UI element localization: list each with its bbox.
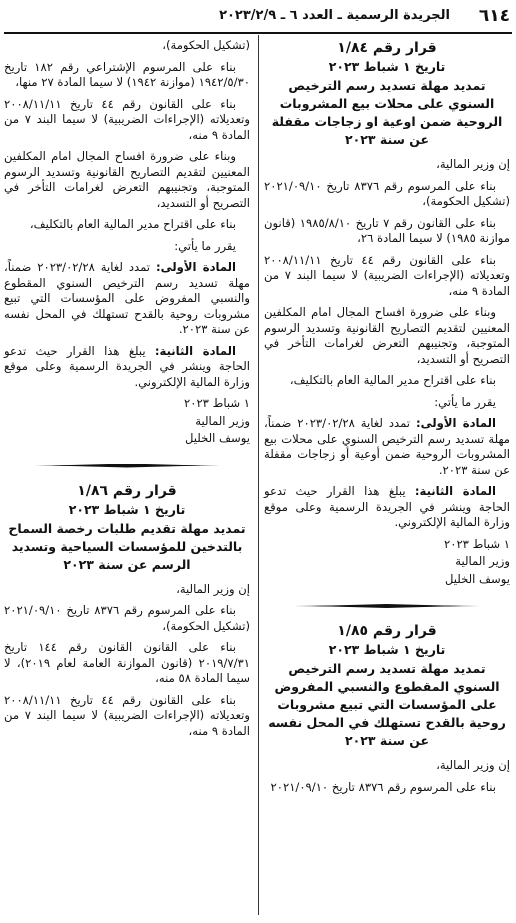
decision-84-recital: بناء على المرسوم رقم ٨٣٧٦ تاريخ ٢٠٢١/٠٩/١٠ (تشكيل الحكومة)، <box>264 178 510 208</box>
decision-84-article-1 <box>264 416 510 478</box>
section-separator <box>4 459 250 473</box>
article-label: المادة الثانية: <box>154 343 236 358</box>
decision-84-preamble: إن وزير المالية، <box>436 157 510 171</box>
decision-84-recital: بناء على القانون رقم ٧ تاريخ ١٩٨٥/٨/١٠ (قانون موازنة ١٩٨٥) لا سيما المادة ٢٦، <box>264 215 510 245</box>
decision-84-date: تاريخ ١ شباط ٢٠٢٣ <box>328 59 446 74</box>
decision-85-recital: بناء على القانون رقم ٤٤ تاريخ ٢٠٠٨/١١/١١ وتعديلاته (الإجراءات الضريبية) لا سيما البند ٧ من المادة ٩ منه، <box>4 96 250 142</box>
page-number: ٦١٤ <box>478 6 510 26</box>
decision-86-preamble: إن وزير المالية، <box>176 581 250 596</box>
article-text: تمدد لغاية ٢٠٢٣/٠٢/٢٨ ضمناً، مهلة تسديد رسم الترخيص السنوي على محلات بيع المشروبات الروحية ضمن أوعية أو زجاجات مقفلة عن سنة ٢٠٢٣. <box>264 416 510 477</box>
header-rule <box>4 32 512 34</box>
decision-85-recital: (تشكيل الحكومة)، <box>162 38 250 52</box>
decision-84-subject: تمديد مهلة تسديد رسم الترخيص السنوي على محلات بيع المشروبات الروحية ضمن اوعية او زجاجات مقفلة عن سنة ٢٠٢٣ <box>271 78 503 147</box>
right-column <box>264 38 510 801</box>
decision-85-article-2 <box>4 344 250 391</box>
decision-84-number: قرار رقم ١/٨٤ <box>337 40 437 56</box>
decision-86-recital: بناء على القانون القانون رقم ١٤٤ تاريخ ٢٠١٩/٧/٣١ (قانون الموازنة العامة لعام ٢٠١٩)، لا سيما المادة ٥٨ منه، <box>4 640 251 685</box>
decision-85-recital: بناء على المرسوم الإشتراعي رقم ١٨٢ تاريخ ١٩٤٢/٥/٣٠ (موازنة ١٩٤٢) لا سيما المادة ٢٧ منها، <box>4 59 250 89</box>
decision-85-date: تاريخ ١ شباط ٢٠٢٣ <box>328 642 446 657</box>
decision-84-recital: وبناء على ضرورة افساح المجال امام المكلفين المعنيين لتقديم التصاريح القانونية وتسديد الرسوم المتوجبة، وتجنيبهم التعرض لغرامات التأخر في التصريح أو التسديد، <box>264 305 510 366</box>
decision-86-recital: بناء على القانون رقم ٤٤ تاريخ ٢٠٠٨/١١/١١ وتعديلاته (الإجراءات الضريبية) لا سيما البند ٧ من المادة ٩ منه، <box>4 692 250 738</box>
decision-85-subject: تمديد مهلة تسديد رسم الترخيص السنوي المقطوع والنسبي المفروض على المؤسسات التي تبيع مشروبات روحية بالقدح تستهلك في المحل نفسه عن سنة ٢٠٢٣ <box>268 661 506 748</box>
left-column <box>4 38 250 745</box>
section-separator <box>264 599 510 613</box>
signature-name: يوسف الخليل <box>185 431 250 445</box>
article-label: المادة الأولى: <box>155 260 236 274</box>
decision-86-subject: تمديد مهلة تقديم طلبات رخصة السماح بالتدخين للمؤسسات السياحية وتسديد الرسم عن سنة ٢٠٢٣ <box>8 520 246 572</box>
decision-84-article-2 <box>264 484 510 531</box>
decision-85-recital: وبناء على ضرورة افساح المجال امام المكلفين المعنيين لتقديم التصاريح القانونية وتسديد الرسوم المتوجبة، وتجنيبهم التعرض لغرامات التأخر في التصريح أو التسديد، <box>4 149 250 210</box>
signature-date: ١ شباط ٢٠٢٣ <box>444 536 510 551</box>
article-label: المادة الثانية: <box>414 484 496 498</box>
decision-86-recital: بناء على المرسوم رقم ٨٣٧٦ تاريخ ٢٠٢١/٠٩/١٠ (تشكيل الحكومة)، <box>4 603 250 633</box>
decision-84-recital: بناء على القانون رقم ٤٤ تاريخ ٢٠٠٨/١١/١١ وتعديلاته (الإجراءات الضريبية) لا سيما البند ٧ من المادة ٩ منه، <box>264 252 510 298</box>
signature-role: وزير المالية <box>455 554 510 568</box>
article-text: تمدد لغاية ٢٠٢٣/٠٢/٢٨ ضمناً، مهلة تسديد رسم الترخيص السنوي المقطوع والنسبي المفروض على المؤسسات التي تبيع مشروبات روحية بالقدح تستهلك في المحل نفسه عن سنة ٢٠٢٣. <box>4 260 250 336</box>
decision-85-resolves: يقرر ما يأتي: <box>174 238 236 253</box>
decision-85-recital: بناء على اقتراح مدير المالية العام بالتكليف، <box>29 217 236 231</box>
article-text: يبلغ هذا القرار حيث تدعو الحاجة وينشر في الجريدة الرسمية وعلى موقع وزارة المالية الإلكتروني. <box>4 343 250 389</box>
decision-85-recital: بناء على المرسوم رقم ٨٣٧٦ تاريخ ٢٠٢١/٠٩/١٠ <box>270 779 496 794</box>
signature-name: يوسف الخليل <box>445 571 510 586</box>
decision-86-date: تاريخ ١ شباط ٢٠٢٣ <box>68 501 186 517</box>
decision-84-recital: بناء على اقتراح مدير المالية العام بالتكليف، <box>289 373 496 387</box>
article-text: يبلغ هذا القرار حيث تدعو الحاجة وينشر في الجريدة الرسمية وعلى موقع وزارة المالية الإلكتروني. <box>264 484 510 529</box>
decision-86-number: قرار رقم ١/٨٦ <box>77 482 177 499</box>
decision-84-resolves: يقرر ما يأتي: <box>434 394 496 409</box>
signature-role: وزير المالية <box>195 413 250 428</box>
decision-85-preamble: إن وزير المالية، <box>436 758 510 772</box>
page-header <box>4 6 512 32</box>
decision-85-article-1 <box>4 260 250 338</box>
decision-85-number: قرار رقم ١/٨٥ <box>337 623 437 639</box>
gazette-title: الجريدة الرسمية ـ العدد ٦ ـ ٢٠٢٣/٢/٩ <box>219 8 450 23</box>
signature-date: ١ شباط ٢٠٢٣ <box>184 396 250 410</box>
article-label: المادة الأولى: <box>415 416 496 430</box>
column-divider <box>258 35 259 915</box>
